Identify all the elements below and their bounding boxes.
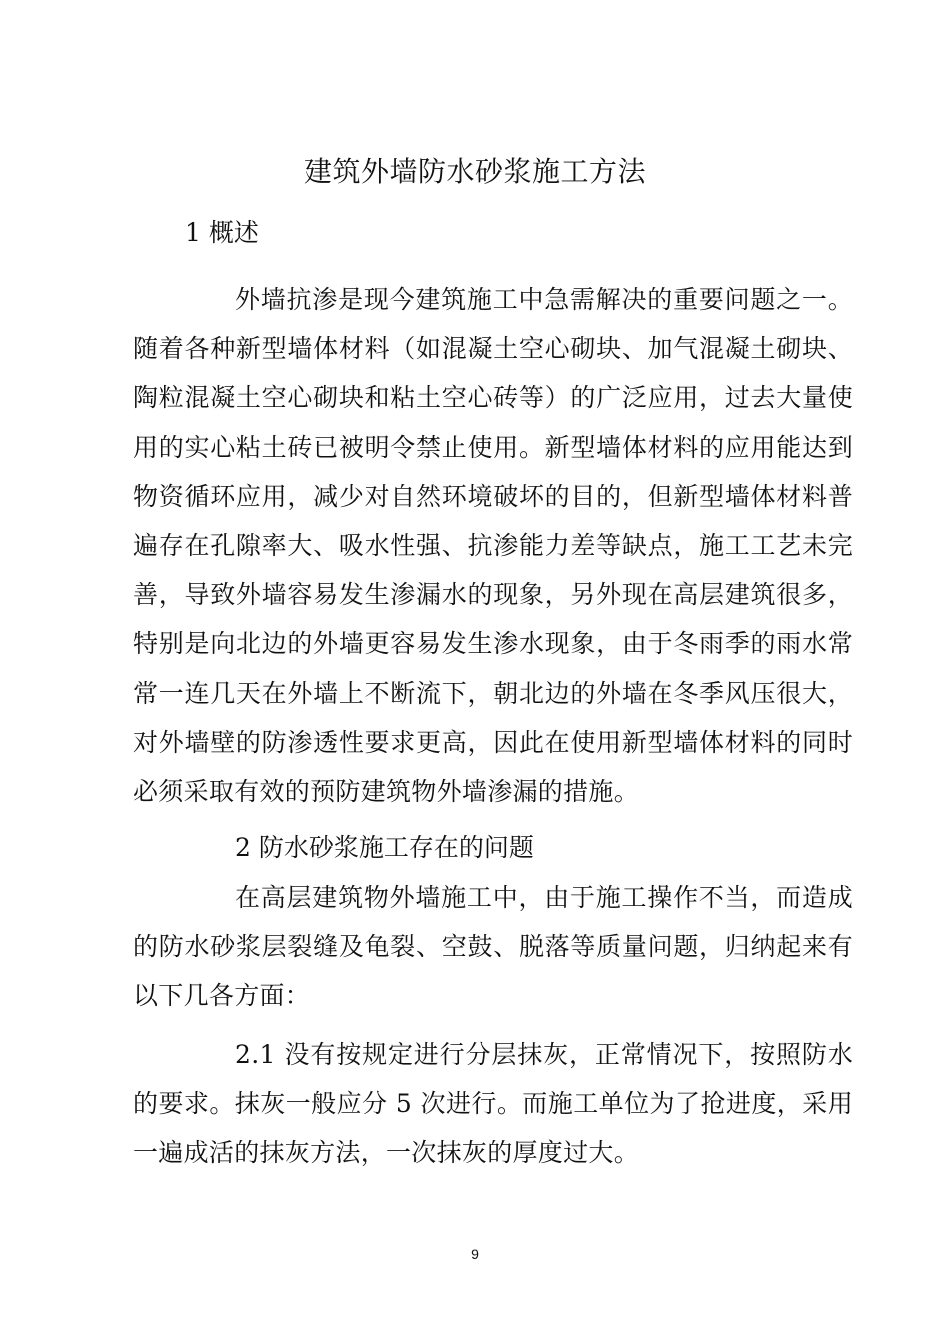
problems-intro-paragraph: 在高层建筑物外墙施工中，由于施工操作不当，而造成的防水砂浆层裂缝及龟裂、空鼓、脱落等质量问题，归纳起来有以下几各方面： xyxy=(133,883,853,1011)
subsection-2-1-paragraph: 2.1 没有按规定进行分层抹灰，正常情况下，按照防水的要求。抹灰一般应分 5 次进行。而施工单位为了抢进度，采用一遍成活的抹灰方法，一次抹灰的厚度过大。 xyxy=(133,1040,853,1168)
overview-paragraph: 外墙抗渗是现今建筑施工中急需解决的重要问题之一。随着各种新型墙体材料（如混凝土空心砌块、加气混凝土砌块、陶粒混凝土空心砌块和粘土空心砖等）的广泛应用，过去大量使用的实心粘土砖已被明令禁止使用。新型墙体材料的应用能达到物资循环应用，减少对自然环境破坏的目的，但新型墙体材料普遍存在孔隙率大、吸水性强、抗渗能力差等缺点，施工工艺未完善，导致外墙容易发生渗漏水的现象，另外现在高层建筑很多，特别是向北边的外墙更容易发生渗水现象，由于冬雨季的雨水常常一连几天在外墙上不断流下，朝北边的外墙在冬季风压很大，对外墙壁的防渗透性要求更高，因此在使用新型墙体材料的同时必须采取有效的预防建筑物外墙渗漏的措施。 xyxy=(133,285,853,807)
section-1-heading: 1 概述 xyxy=(185,218,259,247)
section-2-heading: 2 防水砂浆施工存在的问题 xyxy=(235,833,534,862)
page-number: 9 xyxy=(471,1246,479,1262)
document-title: 建筑外墙防水砂浆施工方法 xyxy=(303,155,646,188)
